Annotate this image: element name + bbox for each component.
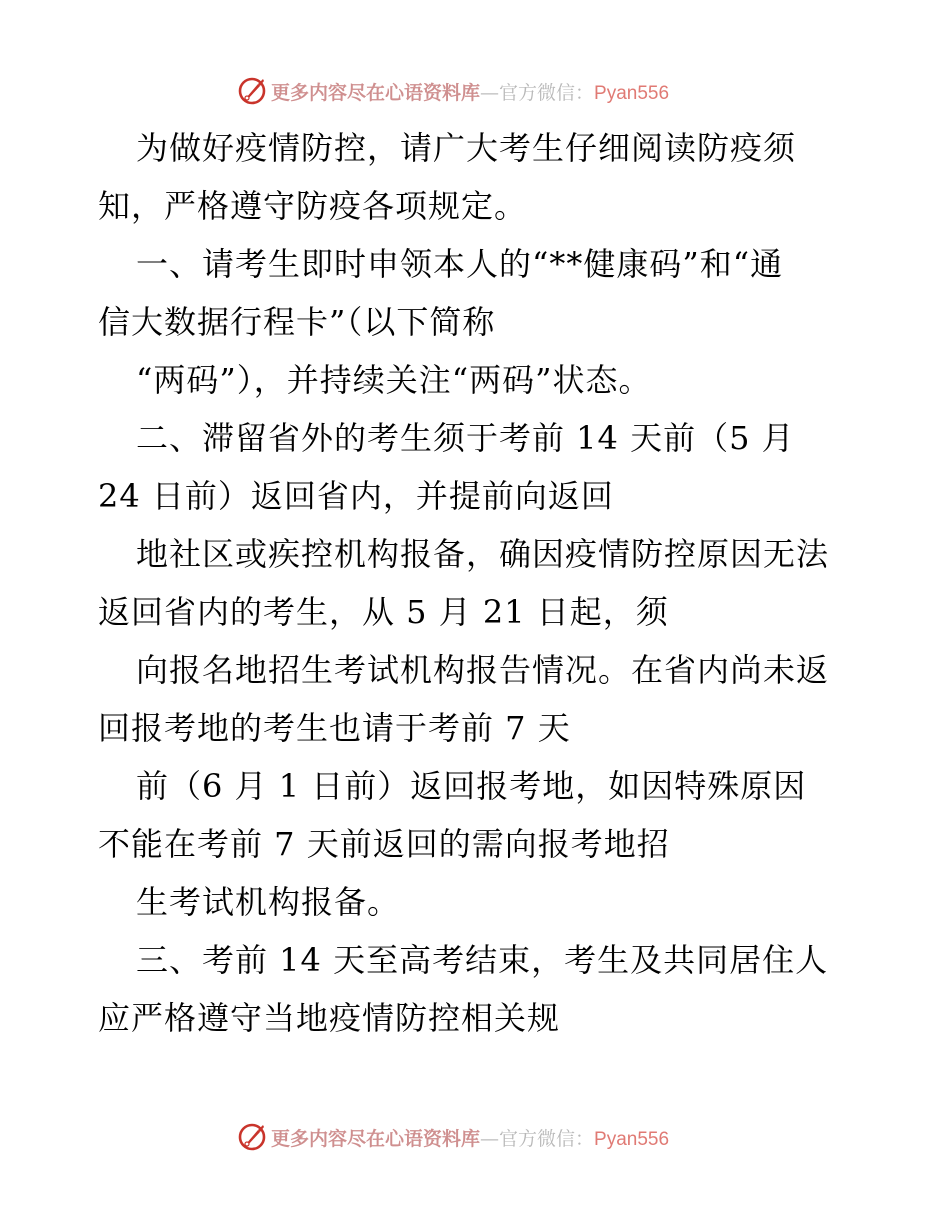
footer-banner-separator: — [480,1127,500,1150]
footer-banner-wechat-label: 官方微信： [499,1127,595,1150]
quill-circle-icon [237,76,267,106]
header-banner-wechat-label: 官方微信： [499,81,595,104]
body-line-4: 信大数据行程卡”（以下简称 [98,303,496,341]
header-banner-wechat-id: Pyan556 [594,82,670,104]
body-line-13: 不能在考前 7 天前返回的需向报考地招 [98,825,670,863]
footer-banner-title: 更多内容尽在心语资料库 [271,1127,481,1150]
body-line-8: 地社区或疾控机构报备，确因疫情防控原因无法 [136,535,830,573]
body-line-7: 24 日前）返回省内，并提前向返回 [98,477,614,515]
footer-banner [0,1118,950,1158]
header-banner-separator: — [480,81,500,104]
body-line-6: 二、滞留省外的考生须于考前 14 天前（5 月 [136,419,795,457]
quill-circle-icon [237,1122,267,1152]
body-line-11: 回报考地的考生也请于考前 7 天 [98,709,571,747]
header-banner-content [237,76,669,106]
footer-banner-wechat-id: Pyan556 [594,1128,670,1150]
body-line-3: 一、请考生即时申领本人的“**健康码”和“通 [136,245,784,283]
body-line-2: 知，严格遵守防疫各项规定。 [98,187,528,225]
header-banner-title: 更多内容尽在心语资料库 [271,81,481,104]
body-line-10: 向报名地招生考试机构报告情况。在省内尚未返 [136,651,830,689]
body-line-9: 返回省内的考生，从 5 月 21 日起，须 [98,593,669,631]
header-banner-text [271,78,669,105]
footer-banner-content [237,1122,669,1152]
body-line-15: 三、考前 14 天至高考结束，考生及共同居住人 [136,941,829,979]
header-banner [0,72,950,112]
footer-banner-text [271,1124,669,1151]
body-line-12: 前（6 月 1 日前）返回报考地，如因特殊原因 [136,767,807,805]
body-line-1: 为做好疫情防控，请广大考生仔细阅读防疫须 [136,129,797,167]
body-line-5: “两码”），并持续关注“两码”状态。 [136,361,652,399]
body-line-14: 生考试机构报备。 [136,883,401,921]
body-line-16: 应严格遵守当地疫情防控相关规 [98,999,561,1037]
